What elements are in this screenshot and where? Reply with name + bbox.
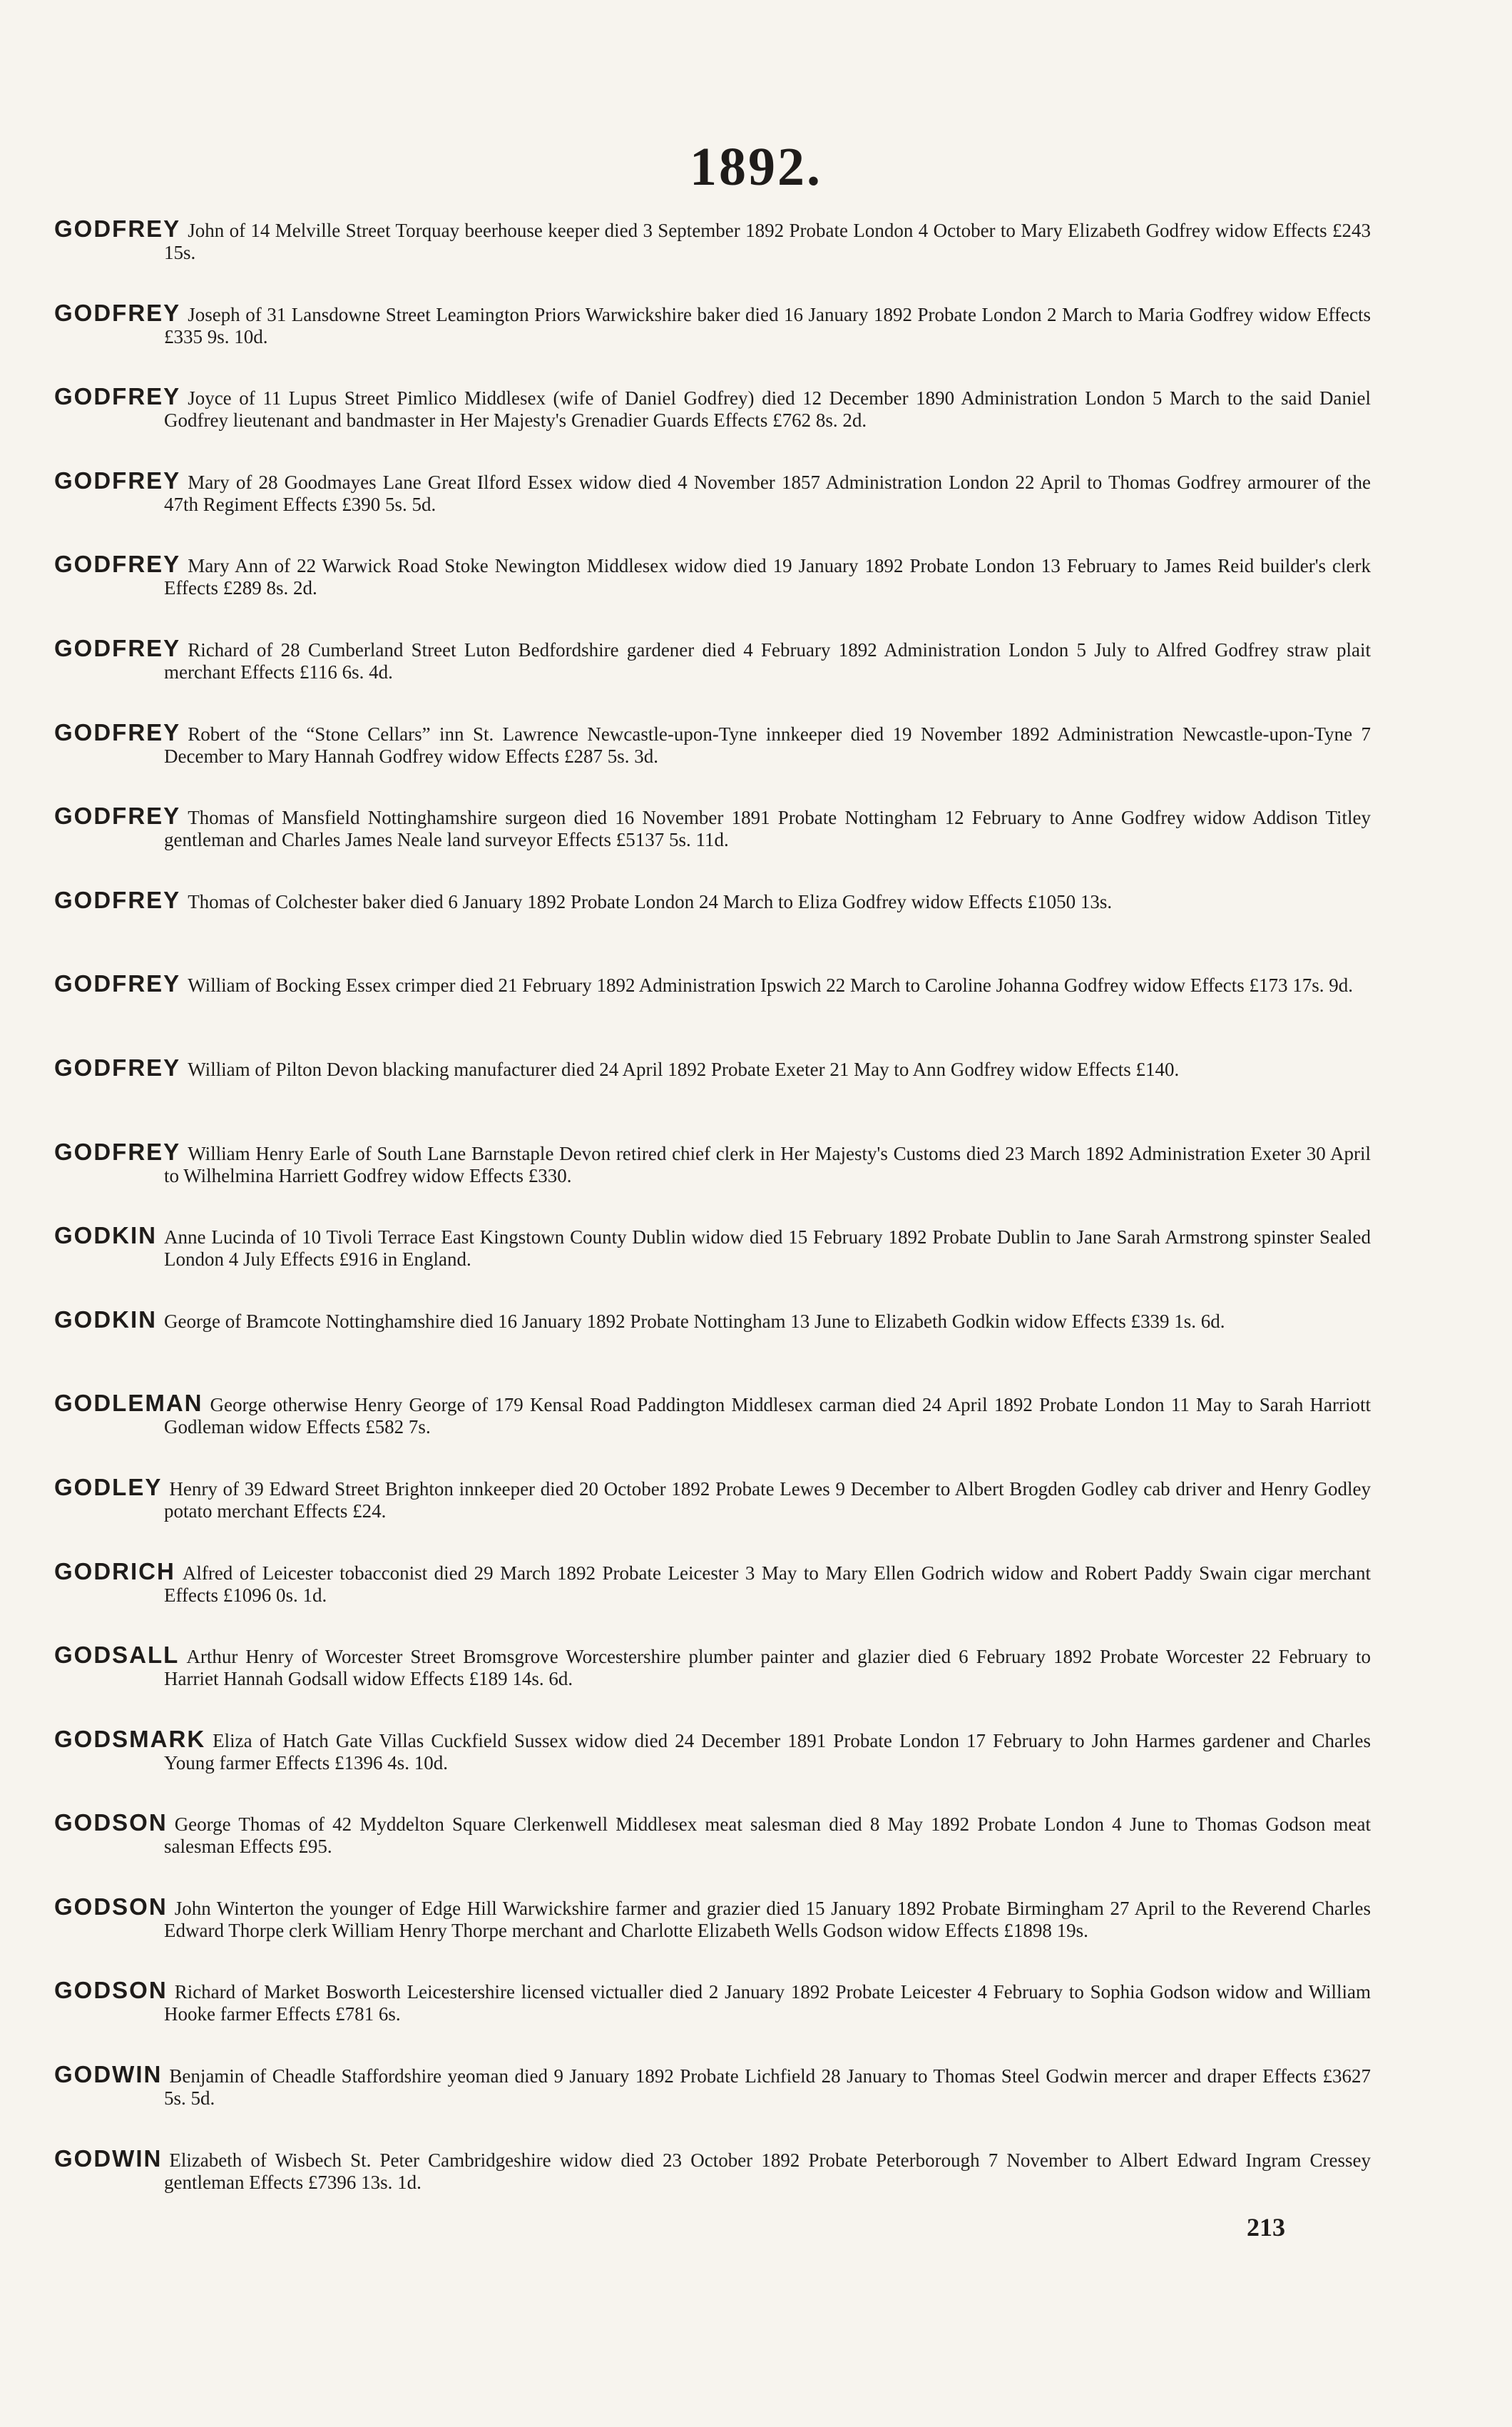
entry-details: William of Pilton Devon blacking manufacturer died 24 April 1892 Probate Exeter 21 May to Ann Godfrey widow Effects £140. xyxy=(188,1058,1180,1080)
entry-details: John Winterton the younger of Edge Hill Warwickshire farmer and grazier died 15 January 1892 Probate Birmingham 27 April to the Reverend Charles Edward Thorpe clerk William Henry Thorpe merchant and Charlotte Elizabeth Wells Godson widow Effects £1898 19s. xyxy=(164,1897,1371,1941)
list-item xyxy=(54,1644,1371,1728)
list-item xyxy=(54,889,1371,973)
entry-surname: GODFREY xyxy=(54,385,181,410)
entry-details: Richard of Market Bosworth Leicestershire licensed victualler died 2 January 1892 Probate Leicester 4 February to Sophia Godson widow and William Hooke farmer Effects £781 6s. xyxy=(164,1981,1371,2025)
entry-surname: GODKIN xyxy=(54,1308,157,1333)
entry-details: Joyce of 11 Lupus Street Pimlico Middlesex (wife of Daniel Godfrey) died 12 December 1890 Administration London 5 March to the said Daniel Godfrey lieutenant and bandmaster in Her Majesty's Grenadier Guards Effects £762 8s. 2d. xyxy=(164,387,1371,432)
entry-surname: GODSON xyxy=(54,1811,168,1836)
entry-details: Anne Lucinda of 10 Tivoli Terrace East Kingstown County Dublin widow died 15 February 1892 Probate Dublin to Jane Sarah Armstrong spinster Sealed London 4 July Effects £916 in England. xyxy=(164,1226,1371,1271)
entry-details: George Thomas of 42 Myddelton Square Clerkenwell Middlesex meat salesman died 8 May 1892 Probate London 4 June to Thomas Godson meat salesman Effects £95. xyxy=(164,1813,1371,1858)
entry-paragraph xyxy=(54,1141,1371,1187)
entry-details: William Henry Earle of South Lane Barnstaple Devon retired chief clerk in Her Majesty's Customs died 23 March 1892 Administration Exeter 30 April to Wilhelmina Harriett Godfrey widow Effects £330. xyxy=(164,1142,1371,1186)
entry-paragraph xyxy=(54,1728,1371,1774)
list-item xyxy=(54,1308,1371,1393)
entry-surname: GODFREY xyxy=(54,721,181,746)
list-item xyxy=(54,469,1371,554)
entry-paragraph xyxy=(54,553,1371,599)
entry-surname: GODFREY xyxy=(54,1140,181,1165)
list-item xyxy=(54,1057,1371,1141)
entry-surname: GODLEMAN xyxy=(54,1392,203,1417)
list-item xyxy=(54,2063,1371,2147)
list-item xyxy=(54,1476,1371,1560)
entry-details: Thomas of Mansfield Nottinghamshire surgeon died 16 November 1891 Probate Nottingham 12 February to Anne Godfrey widow Addison Titley gentleman and Charles James Neale land surveyor Effects £5137 5s. 11d. xyxy=(164,807,1371,851)
entry-paragraph xyxy=(54,218,1371,264)
entry-paragraph xyxy=(54,1392,1371,1438)
entry-paragraph xyxy=(54,721,1371,768)
list-item xyxy=(54,805,1371,889)
list-item xyxy=(54,2147,1371,2232)
list-item xyxy=(54,385,1371,469)
entry-paragraph xyxy=(54,2063,1371,2110)
entry-paragraph xyxy=(54,469,1371,516)
entry-details: Robert of the “Stone Cellars” inn St. Lawrence Newcastle-upon-Tyne innkeeper died 19 November 1892 Administration Newcastle-upon-Tyne 7 December to Mary Hannah Godfrey widow Effects £287 5s. 3d. xyxy=(164,723,1371,767)
list-item xyxy=(54,218,1371,302)
entry-surname: GODFREY xyxy=(54,1056,181,1081)
list-item xyxy=(54,1728,1371,1812)
entry-surname: GODFREY xyxy=(54,636,181,661)
entry-surname: GODFREY xyxy=(54,888,181,913)
entry-paragraph xyxy=(54,1896,1371,1942)
entry-details: George of Bramcote Nottinghamshire died 16 January 1892 Probate Nottingham 13 June to Elizabeth Godkin widow Effects £339 1s. 6d. xyxy=(164,1310,1225,1332)
entry-paragraph xyxy=(54,1644,1371,1690)
list-item xyxy=(54,1811,1371,1896)
entry-paragraph xyxy=(54,1308,1371,1333)
list-item xyxy=(54,1560,1371,1644)
entry-details: Mary Ann of 22 Warwick Road Stoke Newington Middlesex widow died 19 January 1892 Probate London 13 February to James Reid builder's clerk Effects £289 8s. 2d. xyxy=(164,555,1371,599)
entry-surname: GODFREY xyxy=(54,301,181,326)
entry-paragraph xyxy=(54,805,1371,851)
entry-paragraph xyxy=(54,972,1371,997)
list-item xyxy=(54,1979,1371,2063)
entry-surname: GODKIN xyxy=(54,1224,157,1249)
entry-paragraph xyxy=(54,2147,1371,2194)
entry-details: Henry of 39 Edward Street Brighton innkeeper died 20 October 1892 Probate Lewes 9 December to Albert Brogden Godley cab driver and Henry Godley potato merchant Effects £24. xyxy=(164,1477,1371,1522)
entry-details: Mary of 28 Goodmayes Lane Great Ilford Essex widow died 4 November 1857 Administration London 22 April to Thomas Godfrey armourer of the 47th Regiment Effects £390 5s. 5d. xyxy=(164,471,1371,515)
list-item xyxy=(54,302,1371,386)
entry-surname: GODSALL xyxy=(54,1644,180,1669)
entry-surname: GODFREY xyxy=(54,972,181,997)
entry-details: Eliza of Hatch Gate Villas Cuckfield Sussex widow died 24 December 1891 Probate London 17 February to John Harmes gardener and Charles Young farmer Effects £1396 4s. 10d. xyxy=(164,1729,1371,1774)
entry-paragraph xyxy=(54,1979,1371,2025)
entry-list xyxy=(54,218,1371,2231)
entry-surname: GODFREY xyxy=(54,469,181,494)
entry-paragraph xyxy=(54,1560,1371,1607)
entry-details: George otherwise Henry George of 179 Kensal Road Paddington Middlesex carman died 24 April 1892 Probate London 11 May to Sarah Harriott Godleman widow Effects £582 7s. xyxy=(164,1394,1371,1438)
entry-paragraph xyxy=(54,1057,1371,1081)
list-item xyxy=(54,1141,1371,1225)
list-item xyxy=(54,721,1371,805)
entry-surname: GODSMARK xyxy=(54,1727,206,1752)
list-item xyxy=(54,972,1371,1057)
entry-surname: GODRICH xyxy=(54,1560,175,1584)
entry-surname: GODFREY xyxy=(54,218,181,242)
entry-paragraph xyxy=(54,1224,1371,1271)
entry-paragraph xyxy=(54,1811,1371,1858)
entry-details: William of Bocking Essex crimper died 21 February 1892 Administration Ipswich 22 March to Caroline Johanna Godfrey widow Effects £173 17s. 9d. xyxy=(188,975,1354,997)
entry-surname: GODWIN xyxy=(54,2147,163,2172)
list-item xyxy=(54,1896,1371,1980)
entry-details: Thomas of Colchester baker died 6 January 1892 Probate London 24 March to Eliza Godfrey widow Effects £1050 13s. xyxy=(188,890,1113,912)
entry-details: Alfred of Leicester tobacconist died 29 March 1892 Probate Leicester 3 May to Mary Ellen Godrich widow and Robert Paddy Swain cigar merchant Effects £1096 0s. 1d. xyxy=(164,1562,1371,1606)
entry-details: Elizabeth of Wisbech St. Peter Cambridgeshire widow died 23 October 1892 Probate Peterborough 7 November to Albert Edward Ingram Cressey gentleman Effects £7396 13s. 1d. xyxy=(164,2149,1371,2193)
page-year-heading: 1892. xyxy=(690,137,822,197)
entry-paragraph xyxy=(54,889,1371,913)
entry-paragraph xyxy=(54,1476,1371,1522)
entry-paragraph xyxy=(54,302,1371,348)
entry-surname: GODFREY xyxy=(54,805,181,830)
page-number: 213 xyxy=(1247,2213,1285,2242)
entry-details: Arthur Henry of Worcester Street Bromsgrove Worcestershire plumber painter and glazier died 6 February 1892 Probate Worcester 22 February to Harriet Hannah Godsall widow Effects £189 14s. 6d. xyxy=(164,1646,1371,1690)
list-item xyxy=(54,637,1371,721)
list-item xyxy=(54,1224,1371,1308)
entry-paragraph xyxy=(54,637,1371,683)
list-item xyxy=(54,1392,1371,1476)
entry-details: Richard of 28 Cumberland Street Luton Bedfordshire gardener died 4 February 1892 Administration London 5 July to Alfred Godfrey straw plait merchant Effects £116 6s. 4d. xyxy=(164,638,1371,683)
entry-details: Joseph of 31 Lansdowne Street Leamington Priors Warwickshire baker died 16 January 1892 Probate London 2 March to Maria Godfrey widow Effects £335 9s. 10d. xyxy=(164,303,1371,347)
entry-surname: GODSON xyxy=(54,1895,168,1920)
list-item xyxy=(54,553,1371,637)
entry-surname: GODSON xyxy=(54,1979,168,2004)
entry-details: John of 14 Melville Street Torquay beerhouse keeper died 3 September 1892 Probate London 4 October to Mary Elizabeth Godfrey widow Effects £243 15s. xyxy=(164,220,1371,263)
entry-surname: GODWIN xyxy=(54,2063,163,2088)
entry-details: Benjamin of Cheadle Staffordshire yeoman died 9 January 1892 Probate Lichfield 28 January to Thomas Steel Godwin mercer and draper Effects £3627 5s. 5d. xyxy=(164,2065,1371,2110)
entry-surname: GODLEY xyxy=(54,1475,163,1500)
entry-paragraph xyxy=(54,385,1371,432)
entry-surname: GODFREY xyxy=(54,553,181,578)
